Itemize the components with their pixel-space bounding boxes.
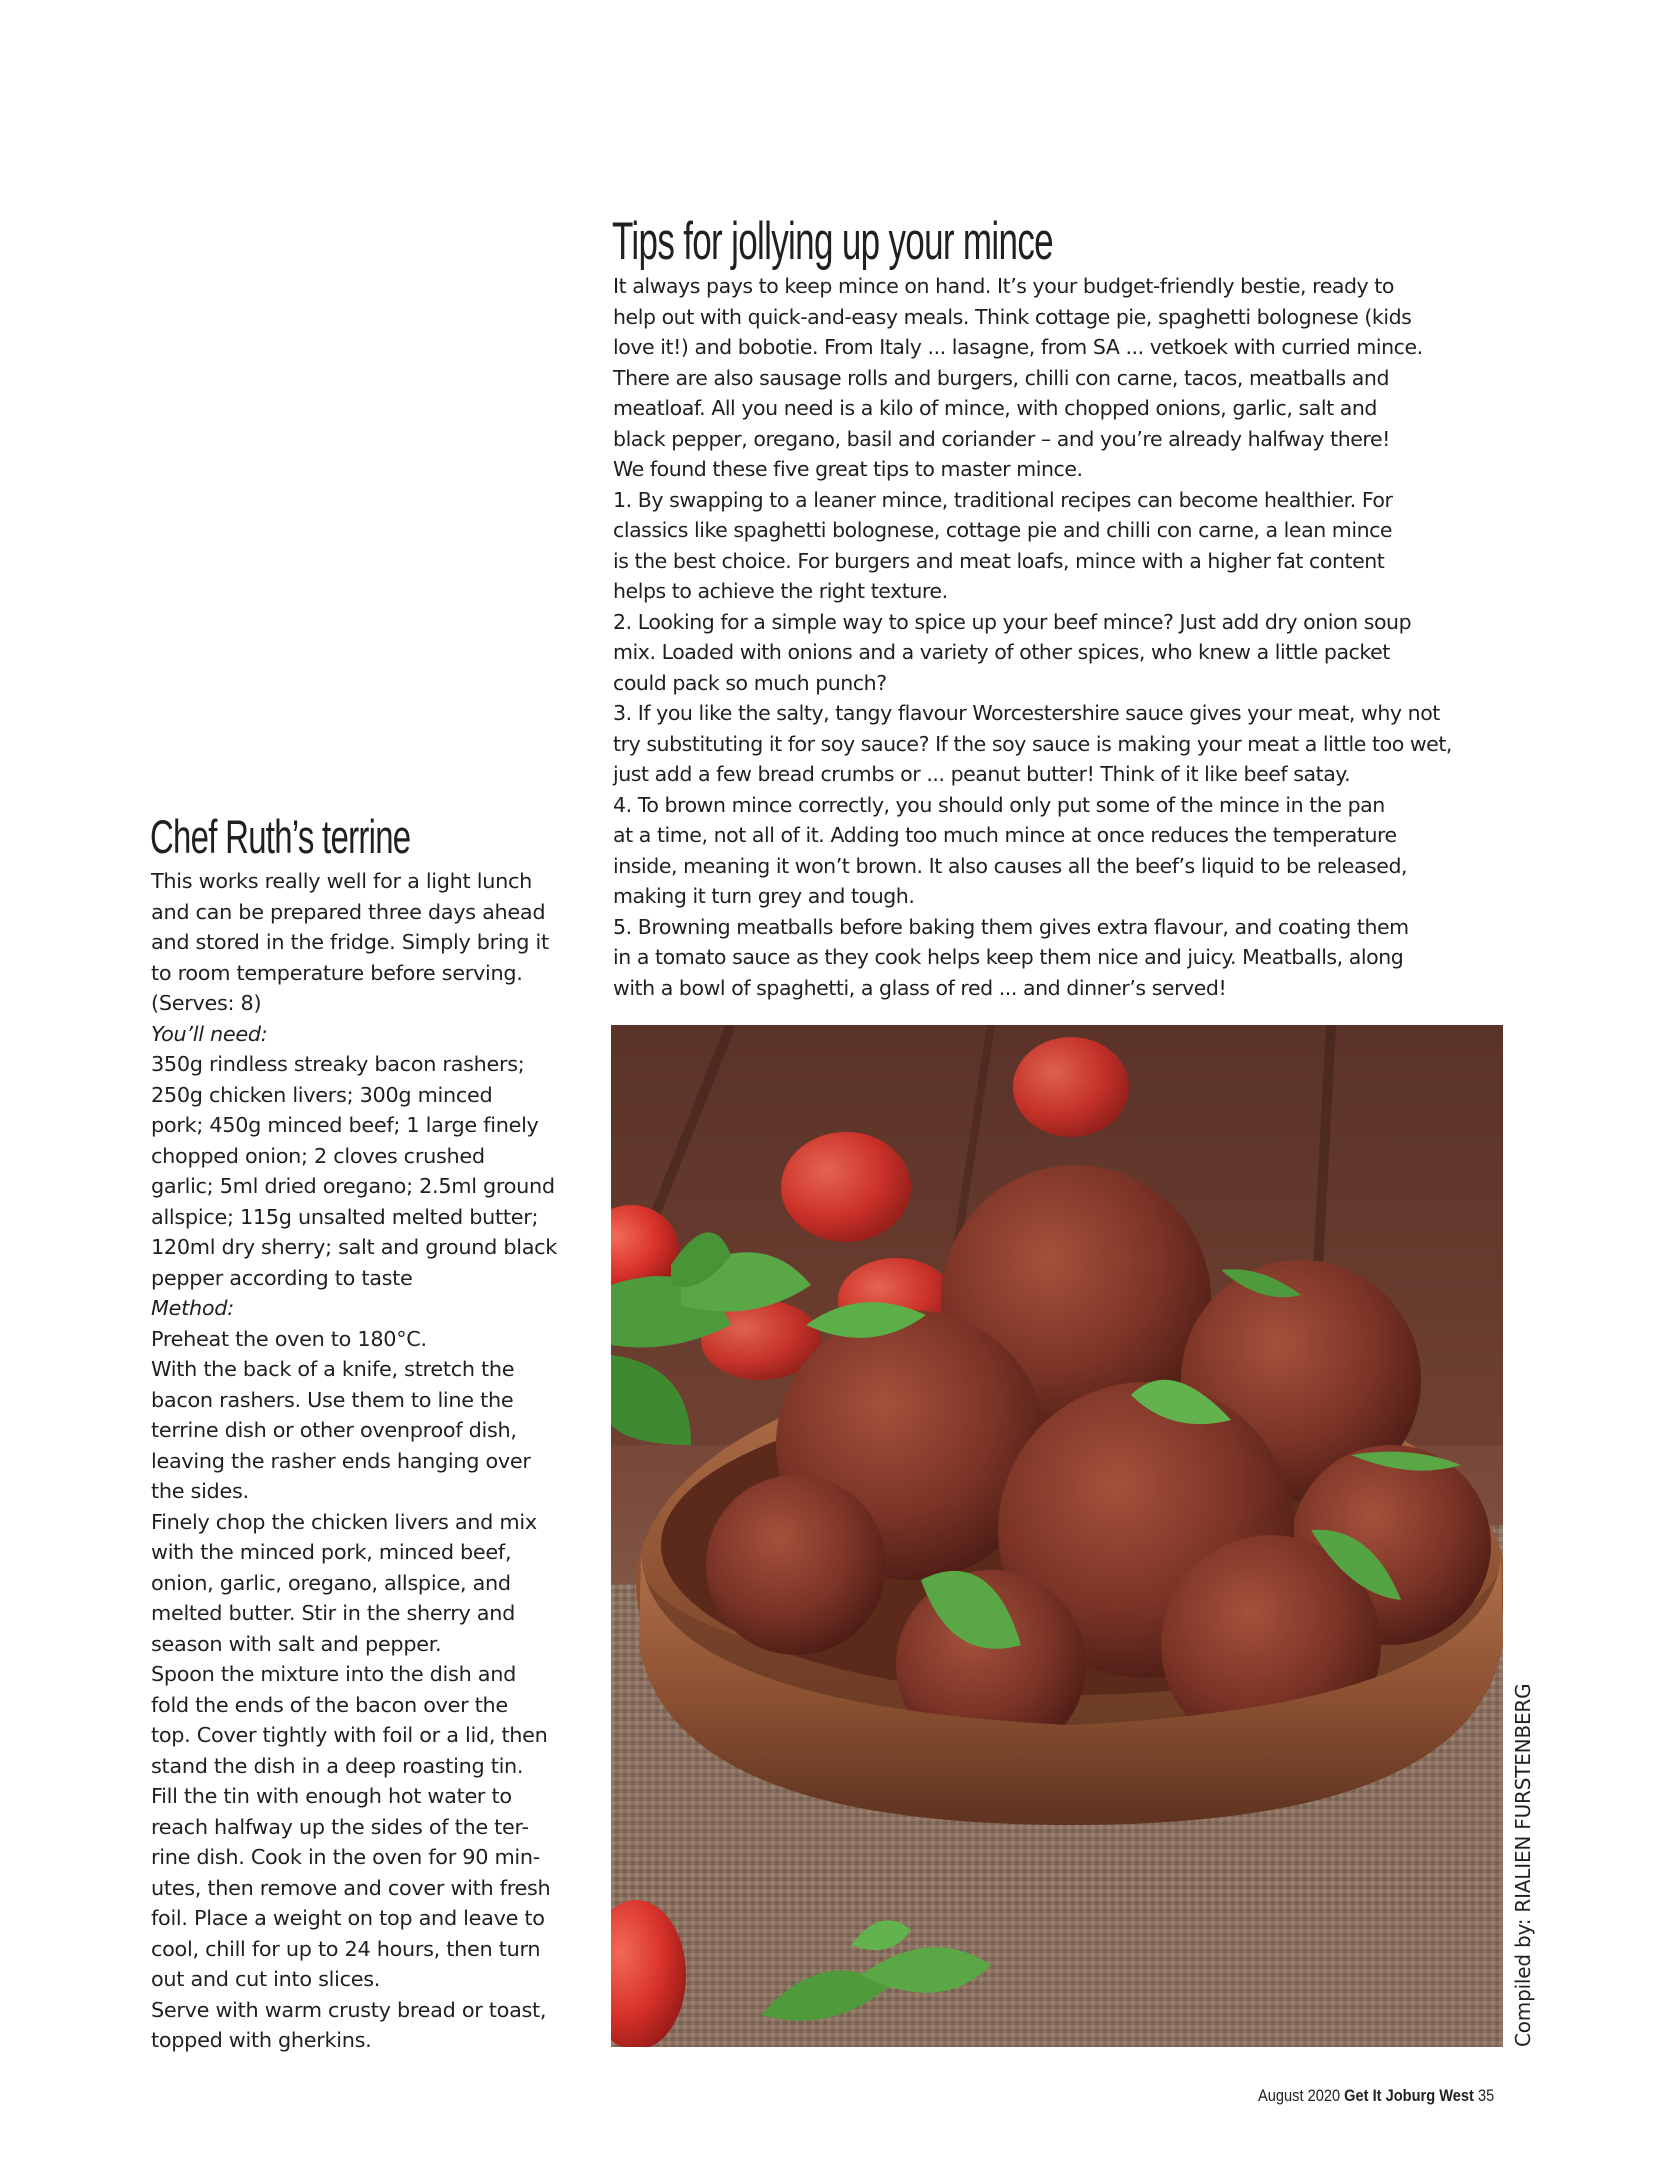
method-line: Fill the tin with enough hot water to [151,1784,512,1808]
compiled-by-credit: Compiled by: RIALIEN FURSTENBERG [1511,1683,1535,2047]
method-line: foil. Place a weight on top and leave to [151,1906,545,1930]
ingredient-line: pork; 450g minced beef; 1 large finely [151,1113,539,1137]
tip-1-line: is the best choice. For burgers and meat loafs, mince with a higher fat content [613,548,1385,573]
method-line: Finely chop the chicken livers and mix [151,1509,537,1534]
method-line: fold the ends of the bacon over the [151,1692,508,1717]
method-line: melted butter. Stir in the sherry and [151,1601,516,1625]
ingredient-line: 120ml dry sherry; salt and ground black [151,1235,558,1259]
tip-2-line: mix. Loaded with onions and a variety of other spices, who knew a little packet [613,640,1390,664]
method-heading: Method: [151,1296,234,1320]
method-line: utes, then remove and cover with fresh [151,1875,551,1900]
method-line: season with salt and pepper. [151,1631,442,1656]
tip-4-line: making it turn grey and tough. [613,884,915,908]
tips-line: There are also sausage rolls and burgers, chilli con carne, tacos, meatballs and [613,365,1390,390]
method-line: top. Cover tightly with foil or a lid, then [151,1723,548,1747]
meatballs-photo [611,1025,1503,2047]
method-line: bacon rashers. Use them to line the [151,1387,514,1412]
ingredient-line: garlic; 5ml dried oregano; 2.5ml ground [151,1174,555,1198]
method-line: Serve with warm crusty bread or toast, [151,1997,547,2022]
page-footer [1258,2086,1494,2106]
tip-5-line: with a bowl of spaghetti, a glass of red ... and dinner’s served! [613,975,1227,1000]
ingredient-line: 350g rindless streaky bacon rashers; [151,1052,525,1076]
tip-5-line: 5. Browning meatballs before baking them gives extra flavour, and coating them [613,914,1409,939]
method-line: terrine dish or other ovenproof dish, [151,1418,517,1442]
recipe-title: Chef Ruth’s terrine [150,810,411,863]
tip-5-line: in a tomato sauce as they cook helps keep them nice and juicy. Meatballs, along [613,945,1404,969]
recipe-intro-line: This works really well for a light lunch [151,869,532,893]
method-line: With the back of a knife, stretch the [151,1357,515,1381]
tip-2-line: 2. Looking for a simple way to spice up your beef mince? Just add dry onion soup [613,609,1412,634]
method-line: cool, chill for up to 24 hours, then turn [151,1936,541,1961]
ingredients-heading: You’ll need: [151,1021,268,1046]
method-line: Preheat the oven to 180°C. [151,1326,427,1351]
tips-line: black pepper, oregano, basil and coriander – and you’re already halfway there! [613,426,1390,451]
method-line: topped with gherkins. [151,2028,372,2052]
tip-1-line: helps to achieve the right texture. [613,579,948,603]
footer-page-number: 35 [1477,2086,1495,2105]
tips-line: love it!) and bobotie. From Italy ... lasagne, from SA ... vetkoek with curried mince. [613,335,1423,359]
method-line: the sides. [151,1479,249,1503]
footer-publication-name: Get It Joburg West [1344,2086,1474,2105]
method-line: onion, garlic, oregano, allspice, and [151,1570,511,1595]
recipe-body [151,866,601,2056]
footer-issue-date: August 2020 [1258,2086,1341,2105]
method-line: out and cut into slices. [151,1967,381,1991]
tips-title: Tips for jollying up your mince [612,212,1053,271]
recipe-intro-line: to room temperature before serving. [151,960,523,985]
ingredient-line: 250g chicken livers; 300g minced [151,1082,493,1107]
tip-3-line: just add a few bread crumbs or ... peanut butter! Think of it like beef satay. [613,762,1351,786]
tip-3-line: try substituting it for soy sauce? If the soy sauce is making your meat a little too wet, [613,731,1452,756]
method-line: stand the dish in a deep roasting tin. [151,1753,524,1778]
ingredient-line: pepper according to taste [151,1265,413,1290]
tip-2-line: could pack so much punch? [613,670,887,695]
tip-4-line: inside, meaning it won’t brown. It also causes all the beef’s liquid to be released, [613,853,1408,878]
recipe-intro-line: and can be prepared three days ahead [151,899,546,924]
method-line: reach halfway up the sides of the ter- [151,1814,529,1839]
tips-body [613,271,1513,1003]
tips-line: It always pays to keep mince on hand. It’s your budget-friendly bestie, ready to [613,274,1394,298]
method-line: leaving the rasher ends hanging over [151,1448,531,1473]
tips-line: help out with quick-and-easy meals. Think cottage pie, spaghetti bolognese (kids [613,304,1412,329]
tip-1-line: classics like spaghetti bolognese, cottage pie and chilli con carne, a lean mince [613,518,1393,542]
tip-3-line: 3. If you like the salty, tangy flavour Worcestershire sauce gives your meat, why not [613,701,1440,725]
tips-line: meatloaf. All you need is a kilo of mince, with chopped onions, garlic, salt and [613,396,1377,420]
meatballs-image [611,1025,1503,2047]
method-line: Spoon the mixture into the dish and [151,1662,516,1686]
method-line: with the minced pork, minced beef, [151,1540,512,1564]
ingredient-line: allspice; 115g unsalted melted butter; [151,1204,539,1229]
ingredient-line: chopped onion; 2 cloves crushed [151,1143,485,1168]
tips-line: We found these five great tips to master mince. [613,457,1083,481]
method-line: rine dish. Cook in the oven for 90 min- [151,1845,540,1869]
tip-4-line: 4. To brown mince correctly, you should only put some of the mince in the pan [613,792,1385,817]
tip-1-line: 1. By swapping to a leaner mince, traditional recipes can become healthier. For [613,487,1393,512]
recipe-serves: (Serves: 8) [151,991,262,1015]
tip-4-line: at a time, not all of it. Adding too much mince at once reduces the temperature [613,823,1397,847]
recipe-intro-line: and stored in the fridge. Simply bring it [151,930,549,954]
